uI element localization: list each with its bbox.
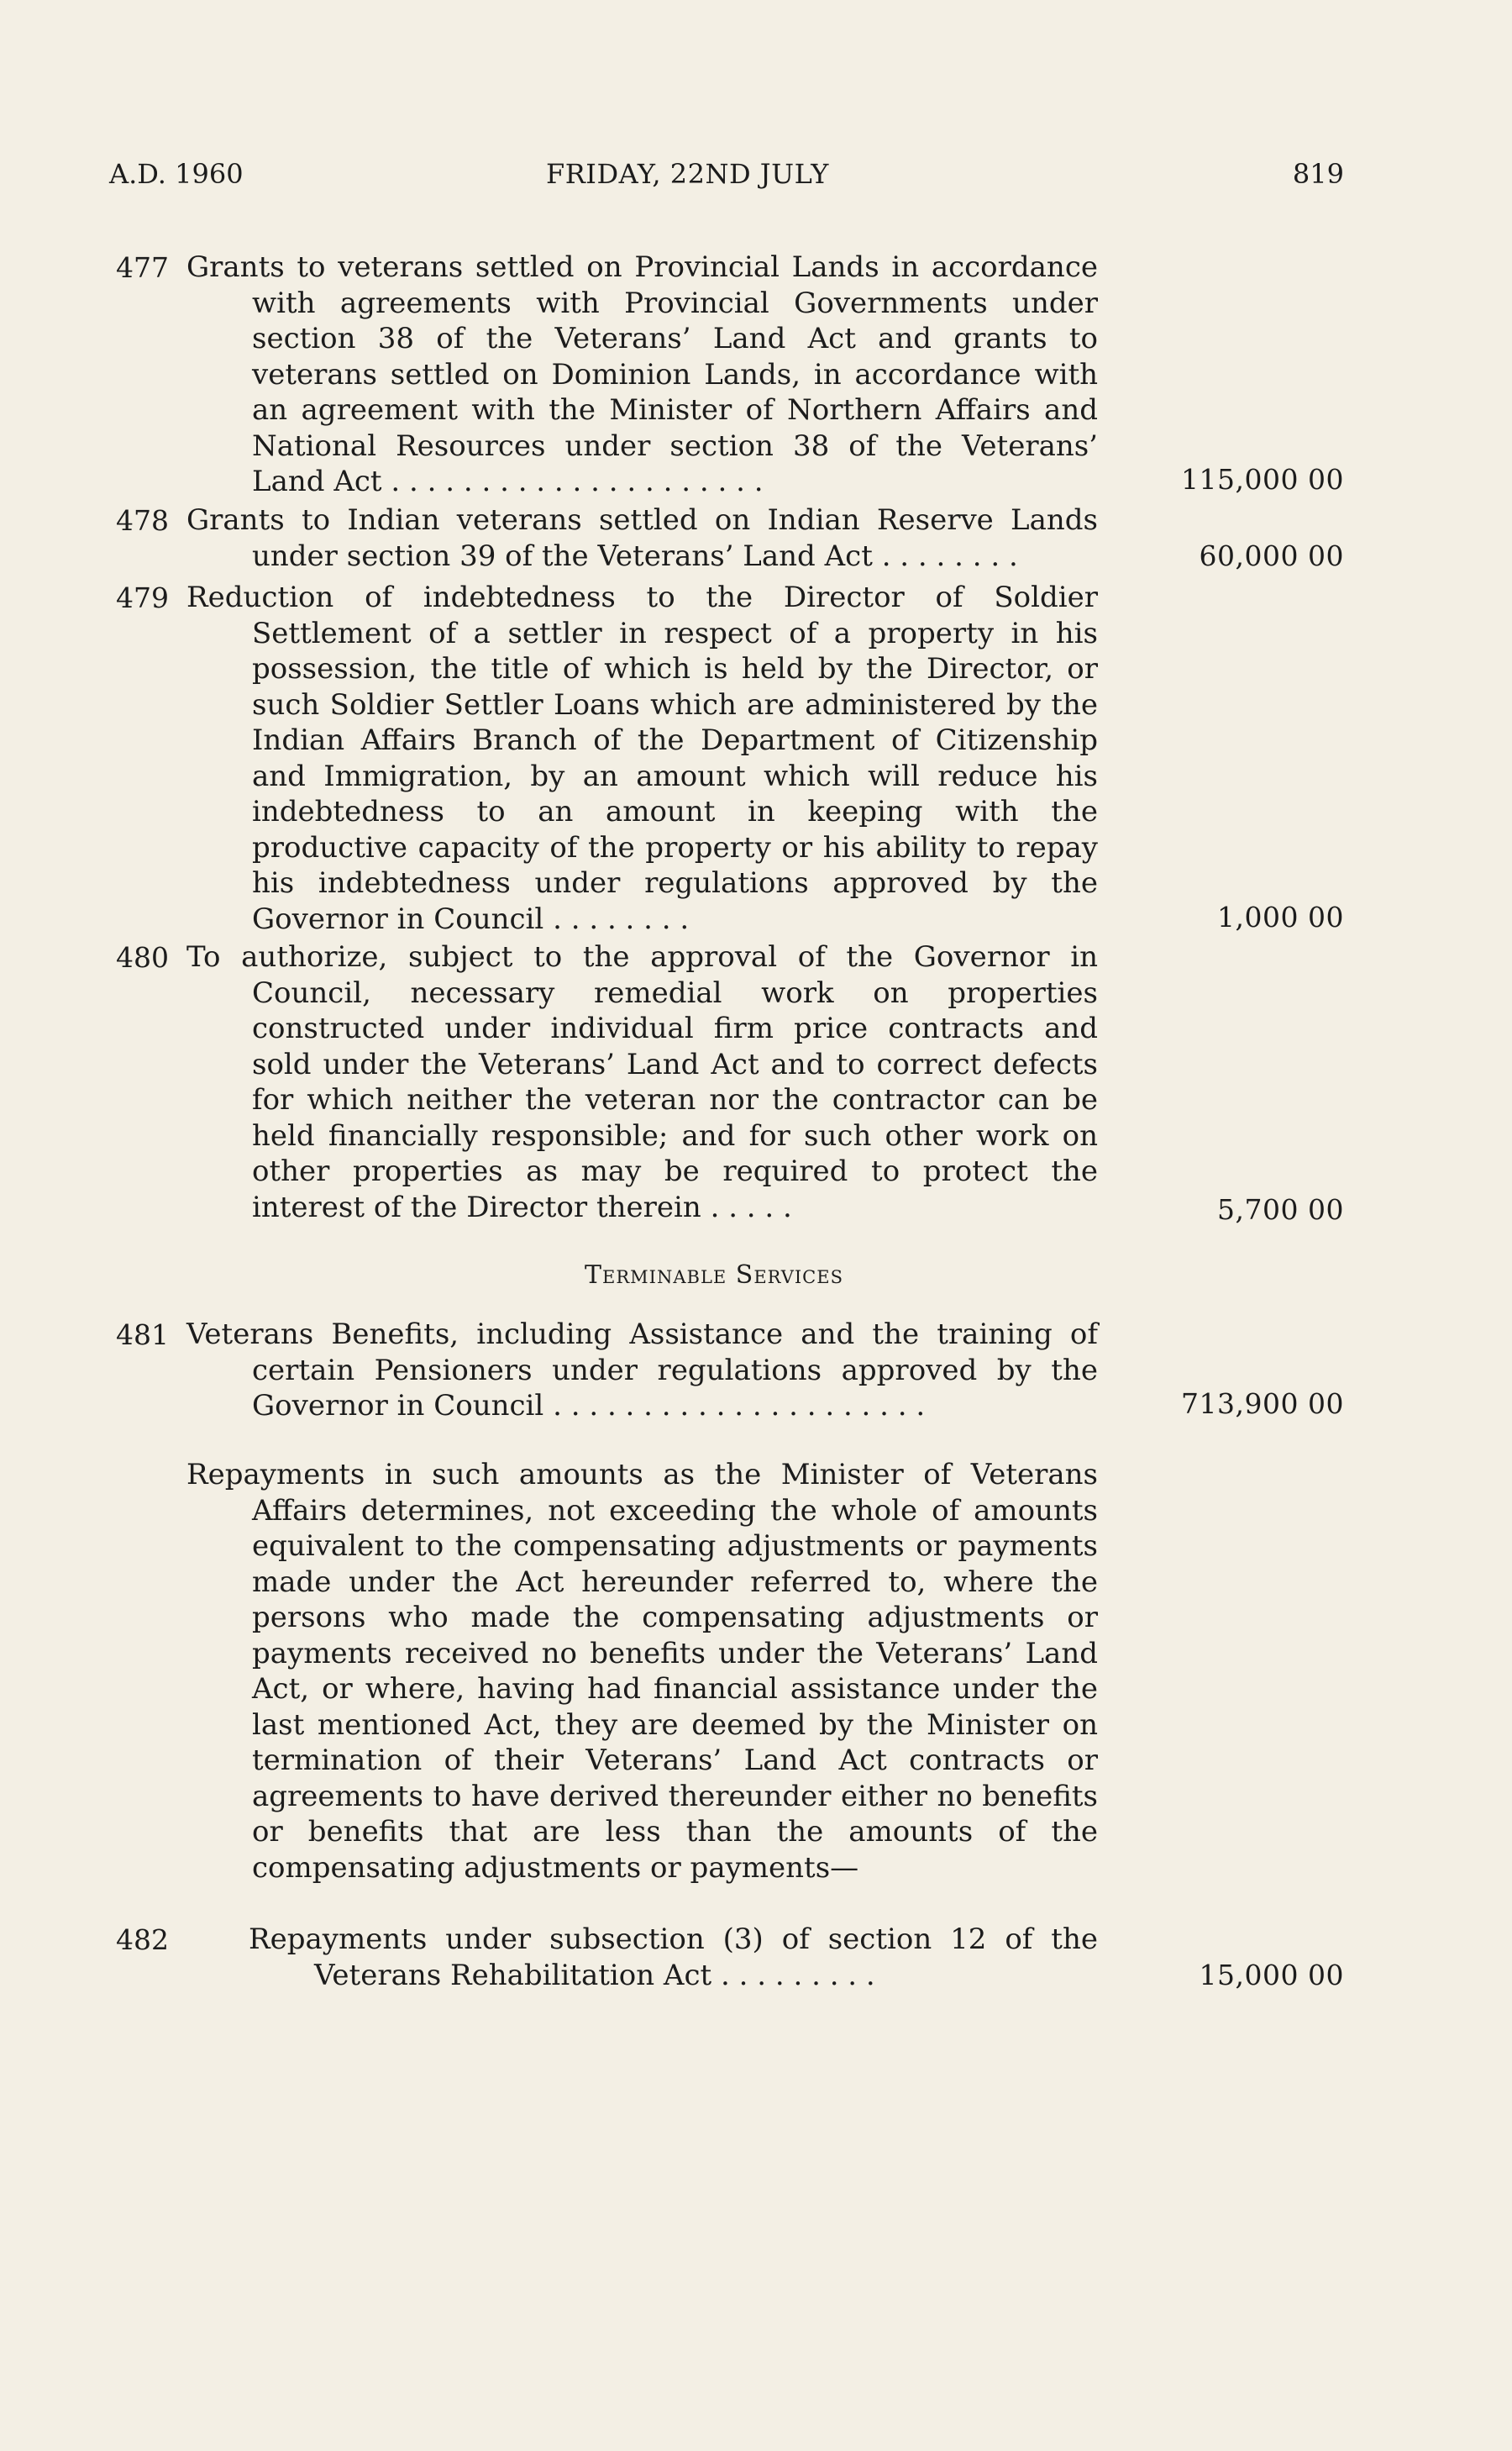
- vote-number: 478: [116, 504, 169, 537]
- vote-description: Veterans Benefits, including Assistance and the training of certain Pensioners under regulations approved by the Governor in Council . . . . . . . . . . . . . . . . . . . . .: [186, 1318, 1098, 1423]
- vote-number: 482: [116, 1923, 169, 1956]
- vote-number: 481: [116, 1318, 169, 1351]
- vote-number: 480: [116, 941, 169, 974]
- vote-description: Repayments under subsection (3) of section 12 of the Veterans Rehabilitation Act . . . . . . . . .: [249, 1922, 1098, 1992]
- vote-amount: 60,000 00: [1199, 539, 1344, 572]
- vote-description: Grants to Indian veterans settled on Indian Reserve Lands under section 39 of the Veterans’ Land Act . . . . . . . .: [186, 503, 1098, 573]
- repayments-text: Repayments in such amounts as the Minister of Veterans Affairs determines, not exceeding the whole of amounts equivalent to the compensating adjustments or payments made under the Act hereunder referred to, where the persons who made the compensating adjustments or payments received no benefits under the Veterans’ Land Act, or where, having had financial assistance under the last mentioned Act, they are deemed by the Minister on termination of their Veterans’ Land Act contracts or agreements to have derived thereunder either no benefits or benefits that are less than the amounts of the compensating adjustments or payments—: [186, 1458, 1098, 1885]
- section-heading: Terminable Services: [585, 1260, 843, 1290]
- vote-description: To authorize, subject to the approval of the Governor in Council, necessary remedial work on properties constructed under individual firm price contracts and sold under the Veterans’ Land Act and to correct defects for which neither the veteran nor the contractor can be held financially responsible; and for such other work on other properties as may be required to protect the interest of the Director therein . . . . .: [186, 940, 1098, 1224]
- vote-amount: 15,000 00: [1199, 1959, 1344, 1991]
- vote-amount: 1,000 00: [1217, 901, 1344, 934]
- vote-description: Grants to veterans settled on Provincial Lands in accordance with agreements with Provincial Governments under section 38 of the Veterans’ Land Act and grants to veterans settled on Dominion Lands, in accordance with an agreement with the Minister of Northern Affairs and National Resources under section 38 of the Veterans’ Land Act . . . . . . . . . . . . . . . . . . . . .: [186, 250, 1098, 498]
- header-date: FRIDAY, 22ND JULY: [546, 158, 829, 190]
- vote-number: 479: [116, 581, 169, 614]
- header-year: A.D. 1960: [109, 158, 244, 190]
- vote-amount: 713,900 00: [1181, 1387, 1344, 1420]
- page-number: 819: [1292, 158, 1344, 190]
- vote-number: 477: [116, 251, 169, 284]
- vote-description: Reduction of indebtedness to the Director of Soldier Settlement of a settler in respect of a property in his possession, the title of which is held by the Director, or such Soldier Settler Loans which are administered by the Indian Affairs Branch of the Department of Citizenship and Immigration, by an amount which will reduce his indebtedness to an amount in keeping with the productive capacity of the property or his ability to repay his indebtedness under regulations approved by the Governor in Council . . . . . . . .: [186, 581, 1098, 936]
- vote-amount: 115,000 00: [1181, 463, 1344, 496]
- vote-amount: 5,700 00: [1217, 1193, 1344, 1226]
- page-header: [109, 158, 1344, 200]
